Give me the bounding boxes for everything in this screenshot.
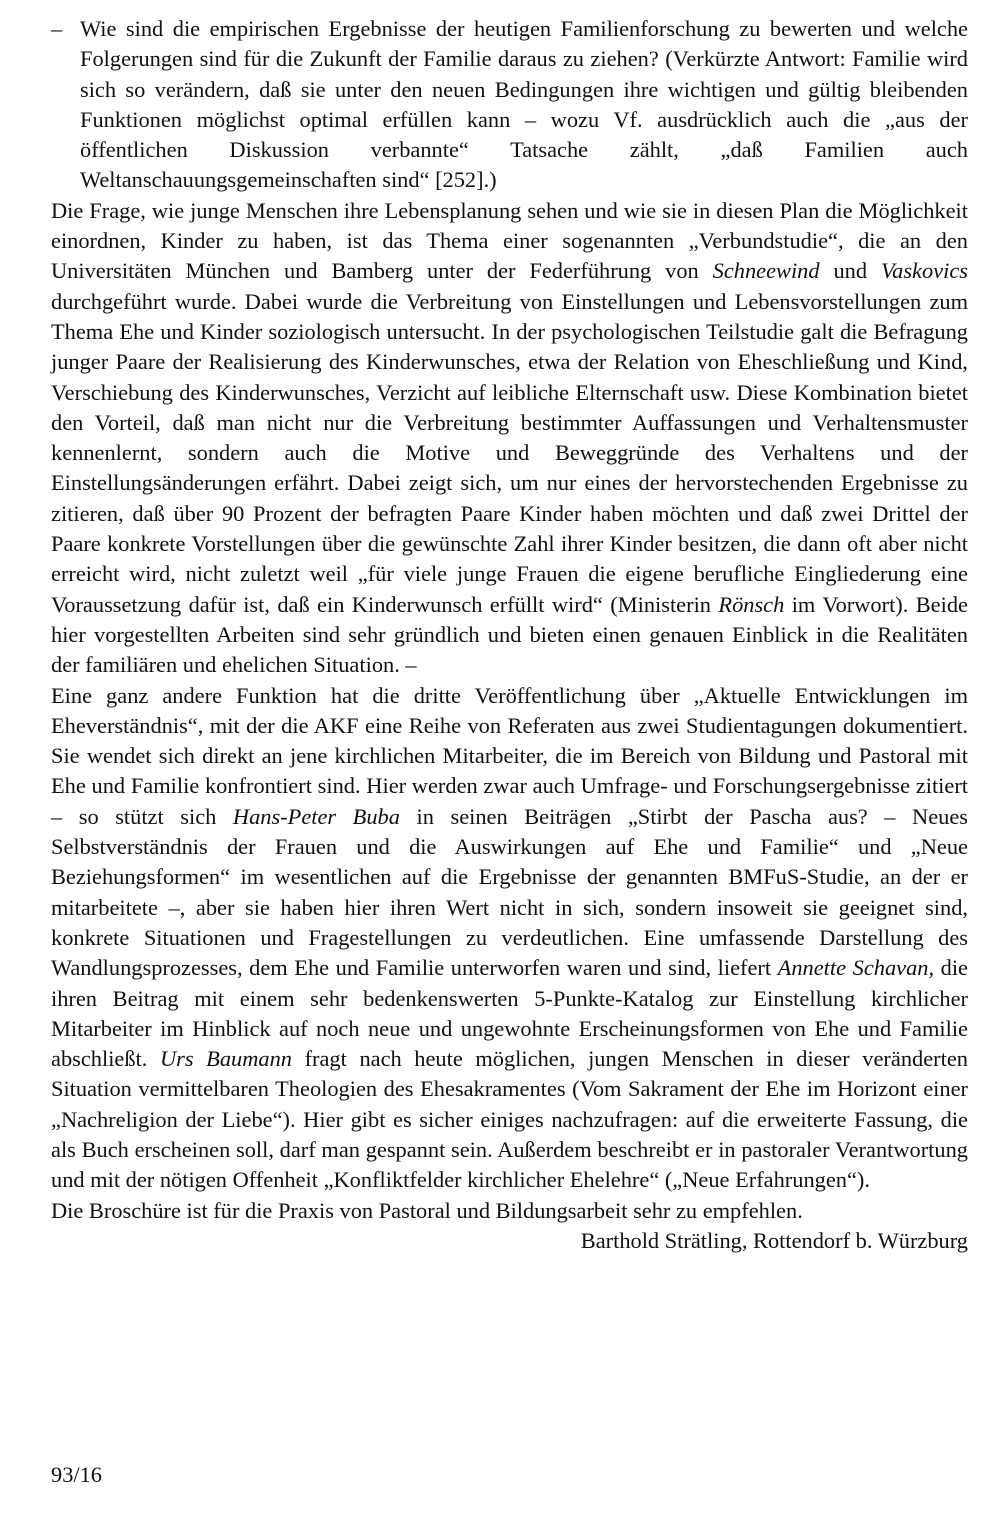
paragraph-text: im Vorwort). Beide hier vorgestellten Arbeiten sind sehr gründlich und bieten einen genauen Einblick in die Realitäten der familiären und ehelichen Situation. –: [51, 591, 968, 678]
list-dash: –: [51, 16, 63, 41]
paragraph-text: durchgeführt wurde. Dabei wurde die Verbreitung von Einstellungen und Lebensvorstellungen zum Thema Ehe und Kinder soziologisch untersucht. In der psychologischen Teilstudie galt die Befragung junger Paare der Realisierung des Kinderwunsches, etwa der Relation von Eheschließung und Kind, Verschiebung des Kinderwunsches, Verzicht auf leibliche Elternschaft usw. Diese Kombination bietet den Vorteil, daß man nicht nur die Verbreitung bestimmter Auffassungen und Verhaltensmuster kennenlernt, sondern auch die Motive und Beweggründe des Verhaltens und der Einstellungsänderungen erfährt. Dabei zeigt sich, um nur eines der hervorstechenden Ergebnisse zu zitieren, daß über 90 Prozent der befragten Paare Kinder haben möchten und daß zwei Drittel der Paare konkrete Vorstellungen über die gewünschte Zahl ihrer Kinder besitzen, die dann oft aber nicht erreicht wird, nicht zuletzt weil „für viele junge Frauen die eigene berufliche Eingliederung eine Voraussetzung dafür ist, daß ein Kinderwunsch erfüllt wird“ (Ministerin: [51, 288, 968, 617]
paragraph-text: und: [819, 258, 881, 284]
paragraph-recommendation: Die Broschüre ist für die Praxis von Pastoral und Bildungsarbeit sehr zu empfehlen.: [51, 1197, 803, 1223]
reviewer-signature: Barthold Strätling, Rottendorf b. Würzburg: [580, 1227, 968, 1253]
page-number: 93/16: [51, 1462, 103, 1487]
intro-list-item: [51, 14, 968, 196]
intro-item-text: Wie sind die empirischen Ergebnisse der heutigen Familienforschung zu bewerten und welche Folgerungen sind für die Zukunft der Familie daraus zu ziehen? (Verkürzte Antwort: Familie wird sich so verändern, daß sie unter den neuen Bedingungen ihre wichtigen und gültig bleibenden Funktionen möglichst optimal erfüllen kann – wozu Vf. ausdrücklich auch die „aus der öffentlichen Diskussion verbannte“ Tatsache zählt, „daß Familien auch Weltanschauungsgemeinschaften sind“ [252].): [80, 16, 968, 193]
paragraph-text: die ihren Beitrag mit einem sehr bedenkenswerten 5-Punkte-Katalog zur Einstellung kirchlicher Mitarbeiter im Hinblick auf noch neue und ungewohnte Erscheinungsformen von Ehe und Familie abschließt.: [51, 955, 968, 1072]
paragraph-text: fragt nach heute möglichen, jungen Menschen in dieser veränderten Situation vermittelbaren Theologien des Ehesakramentes (Vom Sakrament der Ehe im Horizont einer „Nachreligion der Liebe“). Hier gibt es sicher einiges nachzufragen: auf die erweiterte Fassung, die als Buch erscheinen soll, darf man gespannt sein. Außerdem beschreibt er in pastoraler Verantwortung und mit der nötigen Offenheit „Konfliktfelder kirchlicher Ehelehre“ („Neue Erfahrungen“).: [51, 1046, 968, 1193]
author-name: Rönsch: [718, 591, 785, 617]
author-name: Vaskovics: [880, 258, 969, 284]
author-name: Urs Baumann: [159, 1046, 292, 1072]
paragraph-verbundstudie: [51, 196, 968, 681]
author-name: Annette Schavan,: [777, 955, 935, 981]
page-body: [51, 14, 968, 1256]
paragraph-akf-publication: [51, 681, 968, 1196]
author-name: Schneewind: [712, 258, 820, 284]
paragraph-text: in seinen Beiträgen „Stirbt der Pascha aus? – Neues Selbstverständnis der Frauen und die Auswirkungen auf Ehe und Familie“ und „Neue Beziehungsformen“ im wesentlichen auf die Ergebnisse der genannten BMFuS-Studie, an der er mitarbeitete –, aber sie haben hier ihren Wert nicht in sich, sondern insoweit sie geeignet sind, konkrete Situationen und Fragestellungen zu verdeutlichen. Eine umfassende Darstellung des Wandlungsprozesses, dem Ehe und Familie unterworfen waren und sind, liefert: [51, 803, 968, 981]
paragraph-text: Eine ganz andere Funktion hat die dritte Veröffentlichung über „Aktuelle Entwicklungen im Eheverständnis“, mit der die AKF eine Reihe von Referaten aus zwei Studientagungen dokumentiert. Sie wendet sich direkt an jene kirchlichen Mitarbeiter, die im Bereich von Bildung und Pastoral mit Ehe und Familie konfrontiert sind. Hier werden zwar auch Umfrage- und Forschungsergebnisse zitiert – so stützt sich: [51, 682, 968, 829]
paragraph-text: Die Frage, wie junge Menschen ihre Lebensplanung sehen und wie sie in diesen Plan die Möglichkeit einordnen, Kinder zu haben, ist das Thema einer sogenannten „Verbundstudie“, die an den Universitäten München und Bamberg unter der Federführung von: [51, 197, 968, 284]
author-name: Hans-Peter Buba: [232, 803, 400, 829]
